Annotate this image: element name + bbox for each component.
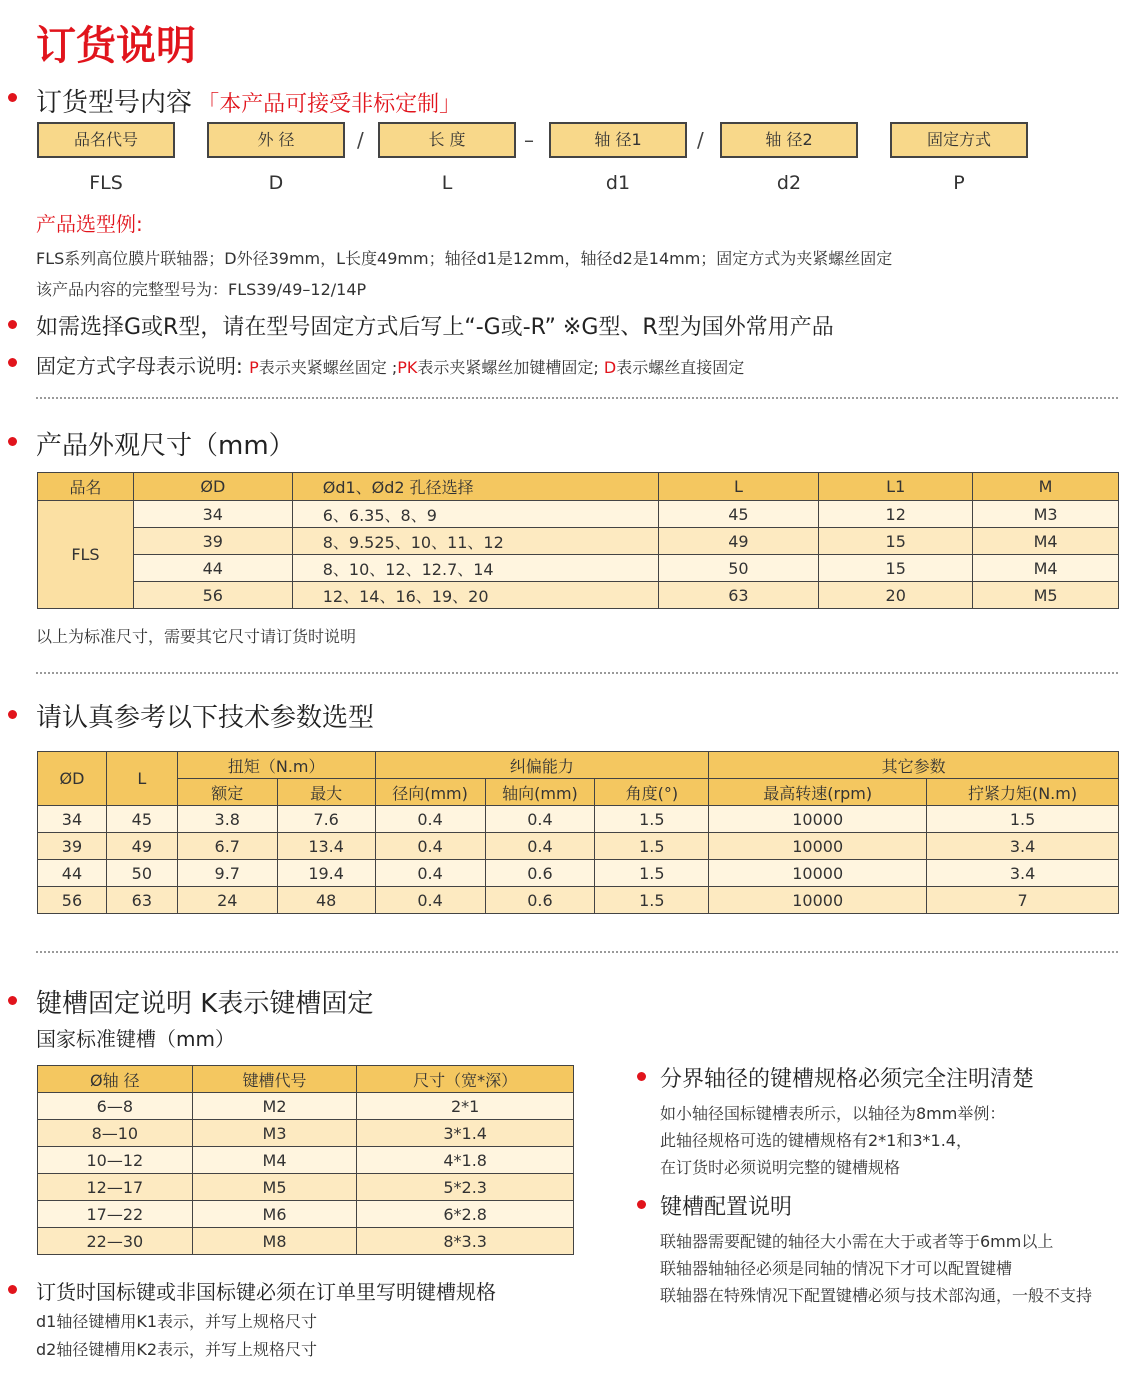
col-subheader: 角度(°) xyxy=(595,779,709,806)
page-title: 订货说明 xyxy=(36,23,196,69)
params-title: 请认真参考以下技术参数选型 xyxy=(36,703,375,733)
table-cell: 5*2.3 xyxy=(357,1174,574,1201)
table-cell: 1.5 xyxy=(595,887,709,914)
table-header-row xyxy=(38,473,1119,501)
table-cell: 10000 xyxy=(709,833,927,860)
separator-slash: / xyxy=(357,128,364,152)
code-box-d: 外 径 xyxy=(207,122,345,158)
table-cell: M3 xyxy=(192,1120,357,1147)
col-subheader: 拧紧力矩(N.m) xyxy=(927,779,1119,806)
table-cell: 4*1.8 xyxy=(357,1147,574,1174)
table-cell: 6、6.35、8、9 xyxy=(292,501,658,528)
table-cell: 13.4 xyxy=(277,833,375,860)
order-heading xyxy=(36,82,461,119)
table-cell: 3.8 xyxy=(177,806,277,833)
col-subheader: 额定 xyxy=(177,779,277,806)
table-cell: 0.4 xyxy=(375,806,485,833)
col-header: L xyxy=(658,473,819,501)
config-title: 键槽配置说明 xyxy=(660,1195,793,1220)
dims-note: 以上为标准尺寸，需要其它尺寸请订货时说明 xyxy=(36,627,357,646)
code-box-fix: 固定方式 xyxy=(890,122,1028,158)
col-header: ØD xyxy=(38,752,107,806)
product-cell: FLS xyxy=(38,501,134,609)
table-cell: M6 xyxy=(192,1201,357,1228)
col-header: M xyxy=(973,473,1119,501)
example-title: 产品选型例: xyxy=(36,212,143,236)
bullet-icon xyxy=(8,358,17,367)
table-row xyxy=(38,806,1119,833)
col-header: Ød1、Ød2 孔径选择 xyxy=(292,473,658,501)
table-cell: 2*1 xyxy=(357,1093,574,1120)
code-box-d1: 轴 径1 xyxy=(549,122,687,158)
table-cell: 7.6 xyxy=(277,806,375,833)
table-cell: 0.4 xyxy=(375,887,485,914)
table-cell: 8*3.3 xyxy=(357,1228,574,1255)
table-cell: 15 xyxy=(819,555,973,582)
fix-legend xyxy=(36,350,744,379)
fix-text-pk: 表示夹紧螺丝加键槽固定; xyxy=(417,358,604,377)
code-letter-fls: FLS xyxy=(89,172,123,194)
table-cell: 9.7 xyxy=(177,860,277,887)
table-cell: 63 xyxy=(106,887,177,914)
col-header: Ø轴 径 xyxy=(38,1066,193,1093)
table-row xyxy=(38,501,1119,528)
table-cell: 56 xyxy=(38,887,107,914)
bullet-icon xyxy=(8,996,17,1005)
table-cell: 8—10 xyxy=(38,1120,193,1147)
code-letter-d: D xyxy=(268,172,284,194)
table-cell: 45 xyxy=(658,501,819,528)
example-line-1: FLS系列高位膜片联轴器；D外径39mm，L长度49mm；轴径d1是12mm，轴径d2是14mm；固定方式为夹紧螺丝固定 xyxy=(36,249,893,268)
table-cell: 22—30 xyxy=(38,1228,193,1255)
table-cell: 48 xyxy=(277,887,375,914)
order-keyway-line-1: d1轴径键槽用K1表示，并写上规格尺寸 xyxy=(36,1312,318,1331)
fix-code-d: D xyxy=(603,358,617,377)
boundary-line: 如小轴径国标键槽表所示，以轴径为8mm举例： xyxy=(660,1104,1006,1123)
col-header: 品名 xyxy=(38,473,134,501)
col-subheader: 径向(mm) xyxy=(375,779,485,806)
boundary-title: 分界轴径的键槽规格必须完全注明清楚 xyxy=(660,1067,1035,1092)
key-subtitle: 国家标准键槽（mm） xyxy=(36,1027,235,1051)
divider xyxy=(36,397,1118,399)
example-line-2: 该产品内容的完整型号为：FLS39/49–12/14P xyxy=(36,280,367,299)
table-cell: 10000 xyxy=(709,887,927,914)
table-cell: 0.4 xyxy=(485,806,595,833)
table-row xyxy=(38,887,1119,914)
table-cell: 56 xyxy=(133,582,292,609)
separator-slash: / xyxy=(697,128,704,152)
order-keyway-title: 订货时国标键或非国标键必须在订单里写明键槽规格 xyxy=(36,1280,496,1304)
col-header: 尺寸（宽*深） xyxy=(357,1066,574,1093)
code-letter-d2: d2 xyxy=(776,172,802,194)
table-cell: 3.4 xyxy=(927,860,1119,887)
table-row xyxy=(38,528,1119,555)
code-box-l: 长 度 xyxy=(378,122,516,158)
fix-code-pk: PK xyxy=(397,358,418,377)
table-row xyxy=(38,1147,574,1174)
table-row xyxy=(38,582,1119,609)
custom-note: 「本产品可接受非标定制」 xyxy=(197,92,462,117)
fix-text-d: 表示螺丝直接固定 xyxy=(616,358,745,377)
table-cell: M5 xyxy=(192,1174,357,1201)
dims-table xyxy=(37,472,1119,609)
table-cell: M5 xyxy=(973,582,1119,609)
separator-dash: – xyxy=(524,128,534,152)
col-header: 其它参数 xyxy=(709,752,1119,779)
dims-title: 产品外观尺寸（mm） xyxy=(36,431,295,461)
table-header-row xyxy=(38,752,1119,779)
table-cell: 10000 xyxy=(709,860,927,887)
table-row xyxy=(38,833,1119,860)
col-subheader: 轴向(mm) xyxy=(485,779,595,806)
code-letter-p: P xyxy=(953,172,965,194)
key-title: 键槽固定说明 K表示键槽固定 xyxy=(36,989,374,1019)
table-cell: 0.4 xyxy=(375,860,485,887)
code-box-name: 品名代号 xyxy=(37,122,175,158)
table-cell: 1.5 xyxy=(595,806,709,833)
table-cell: 50 xyxy=(106,860,177,887)
order-keyway-line-2: d2轴径键槽用K2表示，并写上规格尺寸 xyxy=(36,1340,318,1359)
table-row xyxy=(38,1228,574,1255)
code-letter-l: L xyxy=(441,172,453,194)
col-subheader: 最高转速(rpm) xyxy=(709,779,927,806)
table-cell: 0.4 xyxy=(485,833,595,860)
table-row xyxy=(38,1120,574,1147)
table-cell: 34 xyxy=(133,501,292,528)
keyway-table xyxy=(37,1065,574,1255)
params-table xyxy=(37,751,1119,914)
bullet-icon xyxy=(8,437,17,446)
table-cell: M3 xyxy=(973,501,1119,528)
table-cell: M8 xyxy=(192,1228,357,1255)
table-cell: 1.5 xyxy=(595,833,709,860)
fix-text-p: 表示夹紧螺丝固定 ; xyxy=(258,358,398,377)
config-line: 联轴器轴轴径必须是同轴的情况下才可以配置键槽 xyxy=(660,1259,1013,1278)
table-cell: 8、10、12、12.7、14 xyxy=(292,555,658,582)
table-cell: 0.4 xyxy=(375,833,485,860)
table-cell: M4 xyxy=(192,1147,357,1174)
table-cell: 24 xyxy=(177,887,277,914)
col-header: L xyxy=(106,752,177,806)
col-header: 扭矩（N.m） xyxy=(177,752,375,779)
table-cell: 19.4 xyxy=(277,860,375,887)
table-row xyxy=(38,1174,574,1201)
table-cell: 44 xyxy=(133,555,292,582)
table-cell: 1.5 xyxy=(595,860,709,887)
table-cell: 6*2.8 xyxy=(357,1201,574,1228)
table-cell: 8、9.525、10、11、12 xyxy=(292,528,658,555)
fix-legend-label: 固定方式字母表示说明: xyxy=(36,354,250,378)
boundary-line: 在订货时必须说明完整的键槽规格 xyxy=(660,1158,901,1177)
bullet-icon xyxy=(637,1072,646,1081)
config-line: 联轴器需要配键的轴径大小需在大于或者等于6mm以上 xyxy=(660,1232,1054,1251)
table-cell: 49 xyxy=(658,528,819,555)
table-cell: 1.5 xyxy=(927,806,1119,833)
table-cell: 39 xyxy=(133,528,292,555)
table-cell: 7 xyxy=(927,887,1119,914)
table-cell: 6.7 xyxy=(177,833,277,860)
table-cell: 3*1.4 xyxy=(357,1120,574,1147)
table-cell: 6—8 xyxy=(38,1093,193,1120)
table-cell: 0.6 xyxy=(485,887,595,914)
table-cell: 34 xyxy=(38,806,107,833)
table-cell: 3.4 xyxy=(927,833,1119,860)
col-header: ØD xyxy=(133,473,292,501)
divider xyxy=(36,672,1118,674)
table-row xyxy=(38,1201,574,1228)
table-cell: 45 xyxy=(106,806,177,833)
boundary-line: 此轴径规格可选的键槽规格有2*1和3*1.4， xyxy=(660,1131,972,1150)
bullet-icon xyxy=(8,710,17,719)
bullet-icon xyxy=(637,1200,646,1209)
table-cell: 10000 xyxy=(709,806,927,833)
table-header-row xyxy=(38,779,1119,806)
table-cell: 39 xyxy=(38,833,107,860)
fix-code-p: P xyxy=(249,358,259,377)
col-subheader: 最大 xyxy=(277,779,375,806)
table-cell: 12、14、16、19、20 xyxy=(292,582,658,609)
table-cell: 12 xyxy=(819,501,973,528)
gr-note: 如需选择G或R型，请在型号固定方式后写上“-G或-R” ※G型、R型为国外常用产品 xyxy=(36,315,834,340)
table-cell: 17—22 xyxy=(38,1201,193,1228)
table-cell: M4 xyxy=(973,555,1119,582)
table-cell: 10—12 xyxy=(38,1147,193,1174)
table-cell: 12—17 xyxy=(38,1174,193,1201)
code-box-d2: 轴 径2 xyxy=(720,122,858,158)
bullet-icon xyxy=(8,320,17,329)
table-header-row xyxy=(38,1066,574,1093)
bullet-icon xyxy=(8,1285,17,1294)
table-cell: M4 xyxy=(973,528,1119,555)
order-title: 订货型号内容 xyxy=(36,88,193,118)
table-row xyxy=(38,1093,574,1120)
bullet-icon xyxy=(8,93,17,102)
table-cell: M2 xyxy=(192,1093,357,1120)
table-row xyxy=(38,860,1119,887)
config-line: 联轴器在特殊情况下配置键槽必须与技术部沟通，一般不支持 xyxy=(660,1286,1093,1305)
table-cell: 63 xyxy=(658,582,819,609)
col-header: 键槽代号 xyxy=(192,1066,357,1093)
table-cell: 20 xyxy=(819,582,973,609)
table-cell: 49 xyxy=(106,833,177,860)
table-cell: 44 xyxy=(38,860,107,887)
table-cell: 15 xyxy=(819,528,973,555)
col-header: L1 xyxy=(819,473,973,501)
table-cell: 0.6 xyxy=(485,860,595,887)
table-cell: 50 xyxy=(658,555,819,582)
code-letter-d1: d1 xyxy=(605,172,631,194)
col-header: 纠偏能力 xyxy=(375,752,709,779)
divider xyxy=(36,951,1118,953)
table-row xyxy=(38,555,1119,582)
